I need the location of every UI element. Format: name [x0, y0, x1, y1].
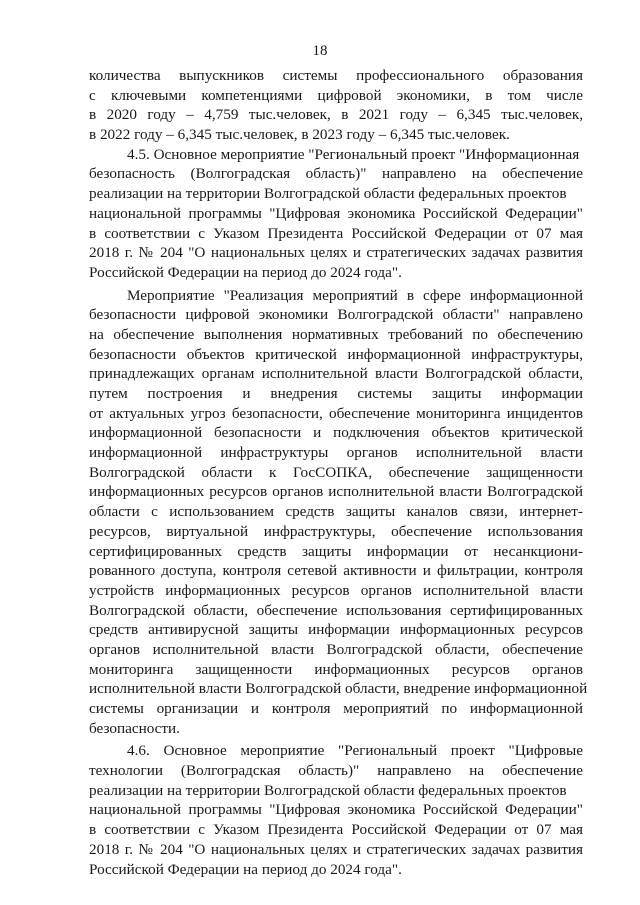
- text-line: в 2022 году – 6,345 тыс.человек, в 2023 году – 6,345 тыс.человек.: [89, 126, 510, 144]
- text-line: реализации на территории Волгоградской области федеральных проектов: [89, 781, 567, 799]
- text-line: технологии (Волгоградская область)" направлено на обеспечение: [89, 762, 583, 780]
- text-line: 4.6. Основное мероприятие "Региональный проект "Цифровые: [127, 742, 583, 760]
- text-line: безопасности объектов критической информационной инфраструктуры,: [89, 345, 583, 363]
- text-line: от актуальных угроз безопасности, обеспечение мониторинга инцидентов: [89, 404, 583, 422]
- text-line: безопасность (Волгоградская область)" направлено на обеспечение: [89, 165, 583, 183]
- text-line: сертифицированных средств защиты информации от несанкциони-: [89, 542, 583, 560]
- text-line: Российской Федерации на период до 2024 года".: [89, 263, 402, 281]
- text-line: Мероприятие "Реализация мероприятий в сфере информационной: [127, 286, 583, 304]
- paragraph: [89, 66, 583, 145]
- text-line: средств антивирусной защиты информации информационных ресурсов: [89, 621, 583, 639]
- text-line: 2018 г. № 204 "О национальных целях и стратегических задачах развития: [89, 244, 583, 262]
- text-line: исполнительной власти Волгоградской области, внедрение информационной: [89, 680, 588, 698]
- text-line: системы организации и контроля мероприятий по информационной: [89, 700, 583, 717]
- paragraph: [89, 145, 583, 283]
- text-line: национальной программы "Цифровая экономика Российской Федерации": [89, 204, 583, 222]
- text-line: реализации на территории Волгоградской области федеральных проектов: [89, 185, 567, 203]
- text-line: ресурсов, виртуальной инфраструктуры, обеспечение использования: [89, 522, 583, 540]
- document-body: [89, 66, 588, 879]
- text-line: принадлежащих органам исполнительной власти Волгоградской области,: [89, 365, 583, 383]
- text-line: в 2020 году – 4,759 тыс.человек, в 2021 году – 6,345 тыс.человек,: [89, 106, 583, 124]
- text-line: с ключевыми компетенциями цифровой экономики, в том числе: [89, 86, 583, 104]
- text-line: Волгоградской области, обеспечение использования сертифицированных: [89, 601, 583, 619]
- text-line: на обеспечение выполнения нормативных требований по обеспечению: [89, 325, 583, 343]
- text-line: устройств информационных ресурсов органов исполнительной власти: [89, 581, 583, 599]
- text-line: количества выпускников системы профессионального образования: [89, 67, 583, 84]
- text-line: информационных ресурсов органов исполнительной власти Волгоградской: [89, 483, 583, 501]
- text-line: 2018 г. № 204 "О национальных целях и стратегических задачах развития: [89, 840, 583, 858]
- text-line: органов исполнительной власти Волгоградской области, обеспечение: [89, 640, 583, 658]
- text-line: путем построения и внедрения системы защиты информации: [89, 385, 583, 402]
- text-line: 4.5. Основное мероприятие "Региональный проект "Информационная: [127, 145, 580, 163]
- text-line: области с использованием средств защиты каналов связи, интернет-: [89, 503, 583, 521]
- text-line: информационной безопасности и подключения объектов критической: [89, 424, 583, 442]
- text-line: в соответствии с Указом Президента Российской Федерации от 07 мая: [89, 224, 583, 242]
- text-line: безопасности.: [89, 719, 180, 737]
- text-line: безопасности цифровой экономики Волгоградской области" направлено: [89, 306, 583, 324]
- text-line: в соответствии с Указом Президента Российской Федерации от 07 мая: [89, 821, 583, 839]
- paragraph: [89, 286, 588, 739]
- text-line: Российской Федерации на период до 2024 года".: [89, 860, 402, 878]
- text-line: Волгоградской области к ГосСОПКА, обеспечение защищенности: [89, 463, 583, 481]
- page-number: 18: [312, 43, 328, 59]
- text-line: информационной инфраструктуры органов исполнительной власти: [89, 444, 583, 462]
- text-line: рованного доступа, контроля сетевой активности и фильтрации, контроля: [89, 562, 583, 580]
- text-line: национальной программы "Цифровая экономика Российской Федерации": [89, 801, 583, 819]
- text-line: мониторинга защищенности информационных ресурсов органов: [89, 660, 583, 678]
- paragraph: [89, 741, 583, 879]
